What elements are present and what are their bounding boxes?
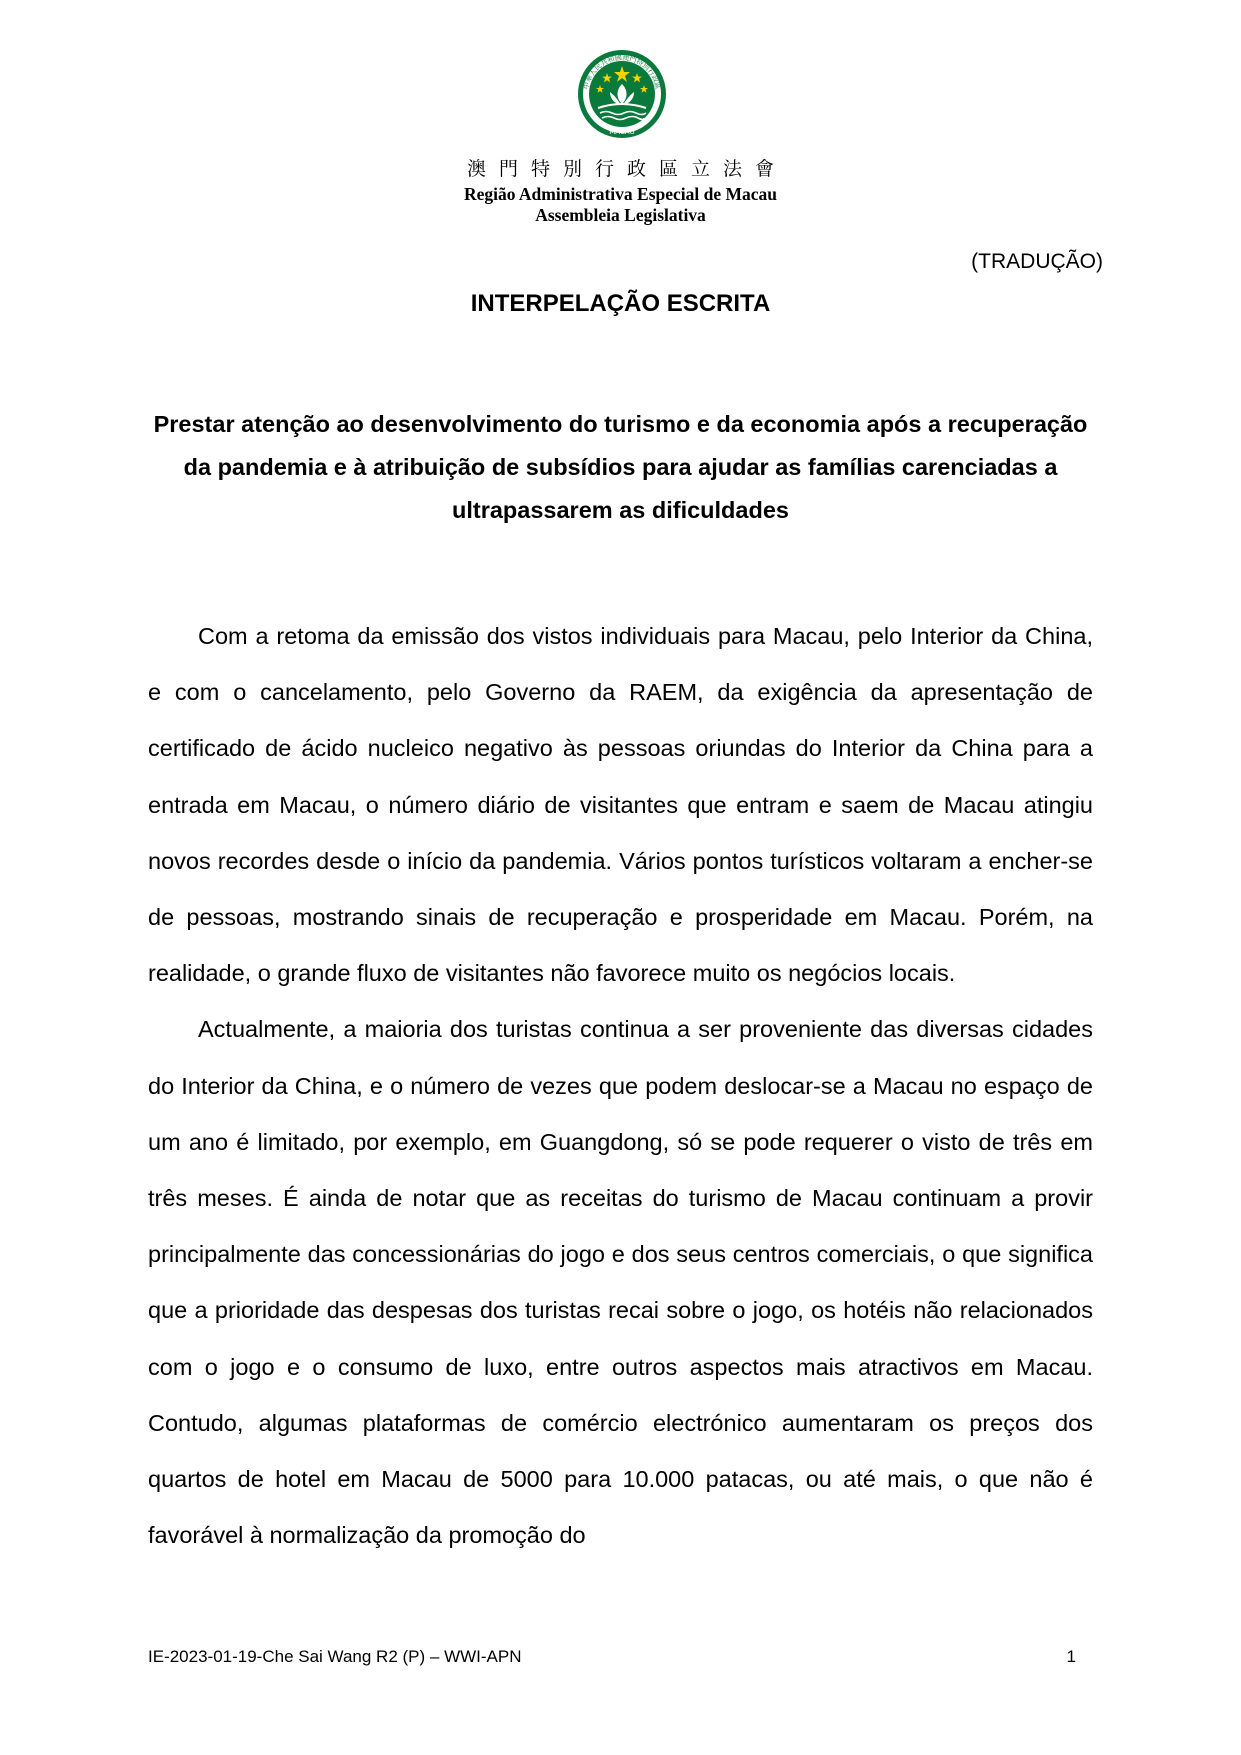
body-paragraph-1: Com a retoma da emissão dos vistos individuais para Macau, pelo Interior da China, e com o cancelamento, pelo Governo da RAEM, da exigência da apresentação de certificado de ácido nucleico negativo às pessoas oriundas do Interior da China para a entrada em Macau, o número diário de visitantes que entram e saem de Macau atingiu novos recordes desde o início da pandemia. Vários pontos turísticos voltaram a encher-se de pessoas, mostrando sinais de recuperação e prosperidade em Macau. Porém, na realidade, o grande fluxo de visitantes não favorece muito os negócios locais.	[148, 623, 1093, 987]
page-number: 1	[1066, 1647, 1076, 1666]
region-name: Região Administrativa Especial de Macau	[463, 184, 778, 204]
assembly-name: Assembleia Legislativa	[535, 205, 706, 225]
document-title: INTERPELAÇÃO ESCRITA	[470, 290, 771, 317]
macau-emblem-logo	[576, 48, 668, 140]
svg-text:中華人民共和國澳門特別行政區: 中華人民共和國澳門特別行政區	[582, 53, 662, 91]
interpellation-subject: Prestar atenção ao desenvolvimento do turismo e da economia após a recuperação da pandemia e à atribuição de subsídios para ajudar as famílias carenciadas a ultrapassarem as dificuldades	[153, 411, 1088, 523]
translation-tag: (TRADUÇÃO)	[971, 250, 1103, 273]
document-body	[148, 608, 1093, 1563]
footer-reference: IE-2023-01-19-Che Sai Wang R2 (P) – WWI-APN	[148, 1647, 522, 1666]
assembly-chinese-name: 澳門特別行政區立法會	[466, 158, 787, 180]
svg-text:MACAU: MACAU	[609, 128, 635, 136]
body-paragraph-2: Actualmente, a maioria dos turistas continua a ser proveniente das diversas cidades do Interior da China, e o número de vezes que podem deslocar-se a Macau no espaço de um ano é limitado, por exemplo, em Guangdong, só se pode requerer o visto de três em três meses. É ainda de notar que as receitas do turismo de Macau continuam a provir principalmente das concessionárias do jogo e dos seus centros comerciais, o que significa que a prioridade das despesas dos turistas recai sobre o jogo, os hotéis não relacionados com o jogo e o consumo de luxo, entre outros aspectos mais atractivos em Macau. Contudo, algumas plataformas de comércio electrónico aumentaram os preços dos quartos de hotel em Macau de 5000 para 10.000 patacas, ou até mais, o que não é favorável à normalização da promoção do	[148, 1016, 1093, 1549]
